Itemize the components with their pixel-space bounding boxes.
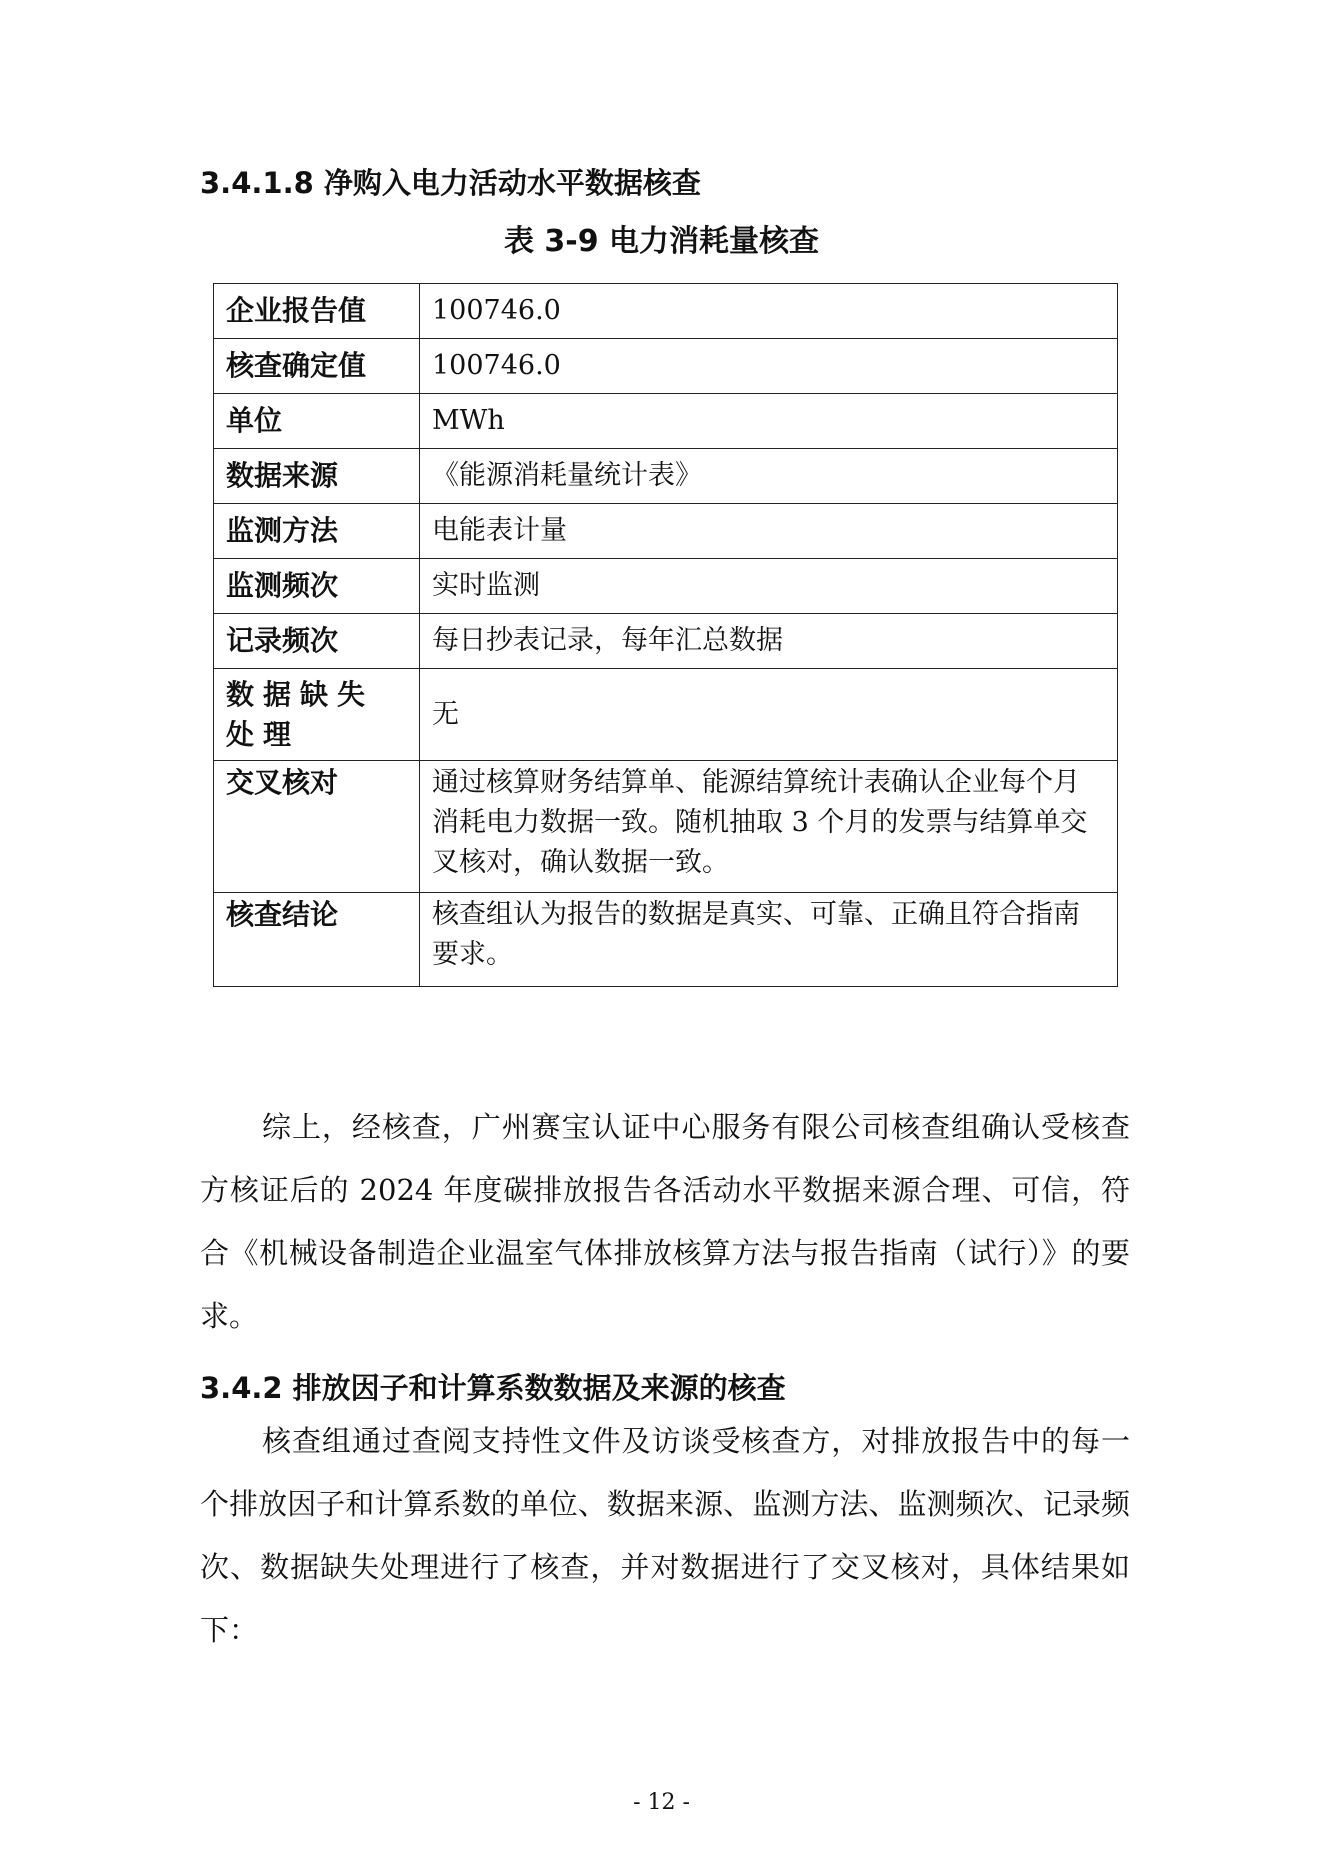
row-value-missing-data: 无 <box>420 669 1118 761</box>
verification-paragraph: 核查组通过查阅支持性文件及访谈受核查方，对排放报告中的每一个排放因子和计算系数的单位、数据来源、监测方法、监测频次、记录频次、数据缺失处理进行了核查，并对数据进行了交叉核对，具体结果如下： <box>200 1424 1130 1647</box>
row-value-unit: MWh <box>420 394 1118 449</box>
table-row <box>214 449 1118 504</box>
row-label-data-source: 数据来源 <box>214 449 420 504</box>
row-value-data-source: 《能源消耗量统计表》 <box>420 449 1118 504</box>
row-label-reported-value: 企业报告值 <box>214 284 420 339</box>
row-label-missing-data: 数据缺失处理 <box>214 669 420 761</box>
row-value-reported-value: 100746.0 <box>420 284 1118 339</box>
row-value-cross-check: 通过核算财务结算单、能源结算统计表确认企业每个月消耗电力数据一致。随机抽取 3 个月的发票与结算单交叉核对，确认数据一致。 <box>420 761 1118 893</box>
row-label-verified-value: 核查确定值 <box>214 339 420 394</box>
row-label-monitoring-frequency: 监测频次 <box>214 559 420 614</box>
table-row <box>214 504 1118 559</box>
row-label-unit: 单位 <box>214 394 420 449</box>
table-row <box>214 761 1118 893</box>
row-label-monitoring-method: 监测方法 <box>214 504 420 559</box>
table-row <box>214 394 1118 449</box>
row-value-conclusion: 核查组认为报告的数据是真实、可靠、正确且符合指南要求。 <box>420 893 1118 987</box>
summary-paragraph: 综上，经核查，广州赛宝认证中心服务有限公司核查组确认受核查方核证后的 2024 年度碳排放报告各活动水平数据来源合理、可信，符合《机械设备制造企业温室气体排放核算方法与报告指南（试行）》的要求。 <box>200 1110 1130 1333</box>
table-row <box>214 339 1118 394</box>
row-label-recording-frequency: 记录频次 <box>214 614 420 669</box>
page-number: - 12 - <box>633 1790 690 1815</box>
table-row <box>214 559 1118 614</box>
row-value-monitoring-frequency: 实时监测 <box>420 559 1118 614</box>
table-row <box>214 893 1118 987</box>
table-row <box>214 669 1118 761</box>
table-row <box>214 614 1118 669</box>
electricity-check-table <box>213 283 1118 987</box>
row-label-conclusion: 核查结论 <box>214 893 420 987</box>
table-caption: 表 3-9 电力消耗量核查 <box>503 224 820 259</box>
row-value-verified-value: 100746.0 <box>420 339 1118 394</box>
section-heading-3-4-2: 3.4.2 排放因子和计算系数数据及来源的核查 <box>200 1371 786 1405</box>
section-heading-3-4-1-8: 3.4.1.8 净购入电力活动水平数据核查 <box>200 166 701 200</box>
row-value-recording-frequency: 每日抄表记录，每年汇总数据 <box>420 614 1118 669</box>
table-row <box>214 284 1118 339</box>
row-value-monitoring-method: 电能表计量 <box>420 504 1118 559</box>
row-label-cross-check: 交叉核对 <box>214 761 420 893</box>
